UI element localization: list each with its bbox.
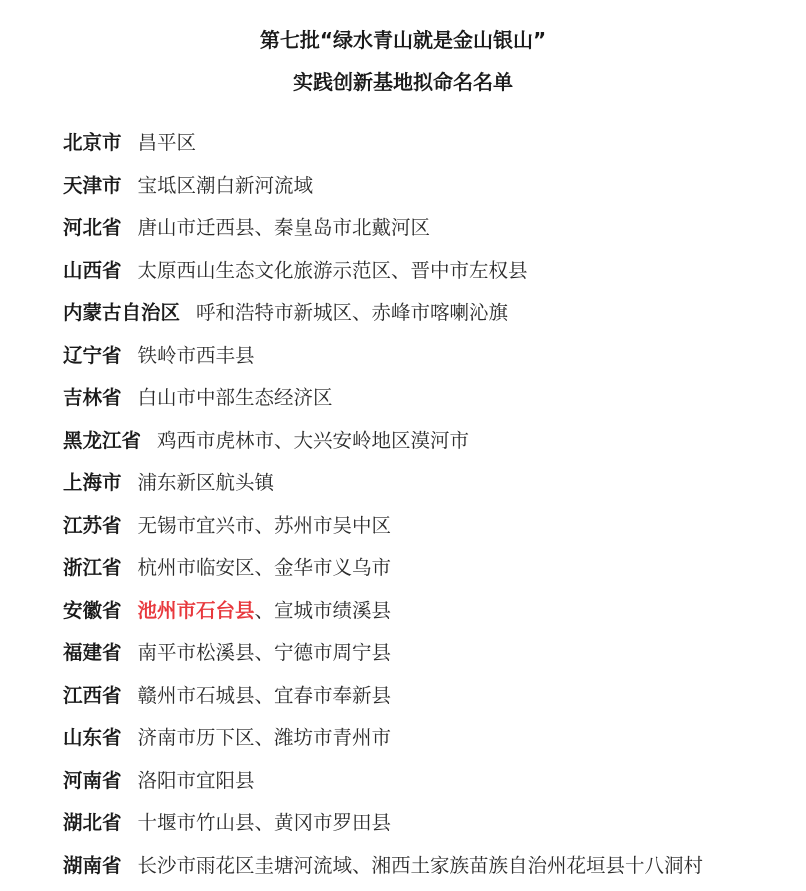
list-item-hunan	[63, 849, 803, 891]
list-item-inner-mongolia	[63, 296, 803, 339]
list-item-tianjin	[63, 169, 803, 212]
province-name: 河北省	[63, 216, 122, 239]
list-item-anhui	[63, 594, 803, 637]
place-names: 洛阳市宜阳县	[138, 769, 255, 792]
place-names: 鸡西市虎林市、大兴安岭地区漠河市	[157, 429, 469, 452]
list-item-jilin	[63, 381, 803, 424]
list-item-jiangsu	[63, 509, 803, 552]
place-names: 南平市松溪县、宁德市周宁县	[138, 641, 392, 664]
province-name: 北京市	[63, 131, 122, 154]
place-names: 太原西山生态文化旅游示范区、晋中市左权县	[138, 259, 528, 282]
list-item-shandong	[63, 721, 803, 764]
list-item-jiangxi	[63, 679, 803, 722]
province-name: 河南省	[63, 769, 122, 792]
province-name: 安徽省	[63, 599, 122, 622]
place-names: 浦东新区航头镇	[138, 471, 275, 494]
place-names: 无锡市宜兴市、苏州市吴中区	[138, 514, 392, 537]
document-title-line-2: 实践创新基地拟命名名单	[0, 66, 806, 95]
place-names: 长沙市雨花区圭塘河流域、湘西土家族苗族自治州花垣县十八洞村	[138, 854, 704, 877]
province-name: 吉林省	[63, 386, 122, 409]
highlighted-place: 池州市石台县	[138, 599, 255, 622]
province-name: 福建省	[63, 641, 122, 664]
place-names: 呼和浩特市新城区、赤峰市喀喇沁旗	[196, 301, 508, 324]
place-names: 赣州市石城县、宜春市奉新县	[138, 684, 392, 707]
list-item-henan	[63, 764, 803, 807]
province-name: 湖北省	[63, 811, 122, 834]
nomination-list	[63, 126, 803, 891]
place-names: 宝坻区潮白新河流域	[138, 174, 314, 197]
list-item-beijing	[63, 126, 803, 169]
province-name: 辽宁省	[63, 344, 122, 367]
list-item-shanghai	[63, 466, 803, 509]
province-name: 天津市	[63, 174, 122, 197]
province-name: 山东省	[63, 726, 122, 749]
province-name: 江西省	[63, 684, 122, 707]
place-names: 唐山市迁西县、秦皇岛市北戴河区	[138, 216, 431, 239]
province-name: 黑龙江省	[63, 429, 141, 452]
province-name: 湖南省	[63, 854, 122, 877]
list-item-zhejiang	[63, 551, 803, 594]
province-name: 浙江省	[63, 556, 122, 579]
place-names: 铁岭市西丰县	[138, 344, 255, 367]
province-name: 内蒙古自治区	[63, 301, 180, 324]
list-item-shanxi	[63, 254, 803, 297]
place-names: 十堰市竹山县、黄冈市罗田县	[138, 811, 392, 834]
province-name: 江苏省	[63, 514, 122, 537]
province-name: 上海市	[63, 471, 122, 494]
place-names: 济南市历下区、潍坊市青州市	[138, 726, 392, 749]
place-names: 昌平区	[138, 131, 197, 154]
list-item-hubei	[63, 806, 803, 849]
list-item-hebei	[63, 211, 803, 254]
document-title-line-1: 第七批“绿水青山就是金山银山”	[0, 24, 806, 53]
province-name: 山西省	[63, 259, 122, 282]
list-item-heilongjiang	[63, 424, 803, 467]
place-names: 白山市中部生态经济区	[138, 386, 333, 409]
place-names: 、宣城市绩溪县	[255, 599, 392, 622]
list-item-fujian	[63, 636, 803, 679]
place-names: 杭州市临安区、金华市义乌市	[138, 556, 392, 579]
list-item-liaoning	[63, 339, 803, 382]
